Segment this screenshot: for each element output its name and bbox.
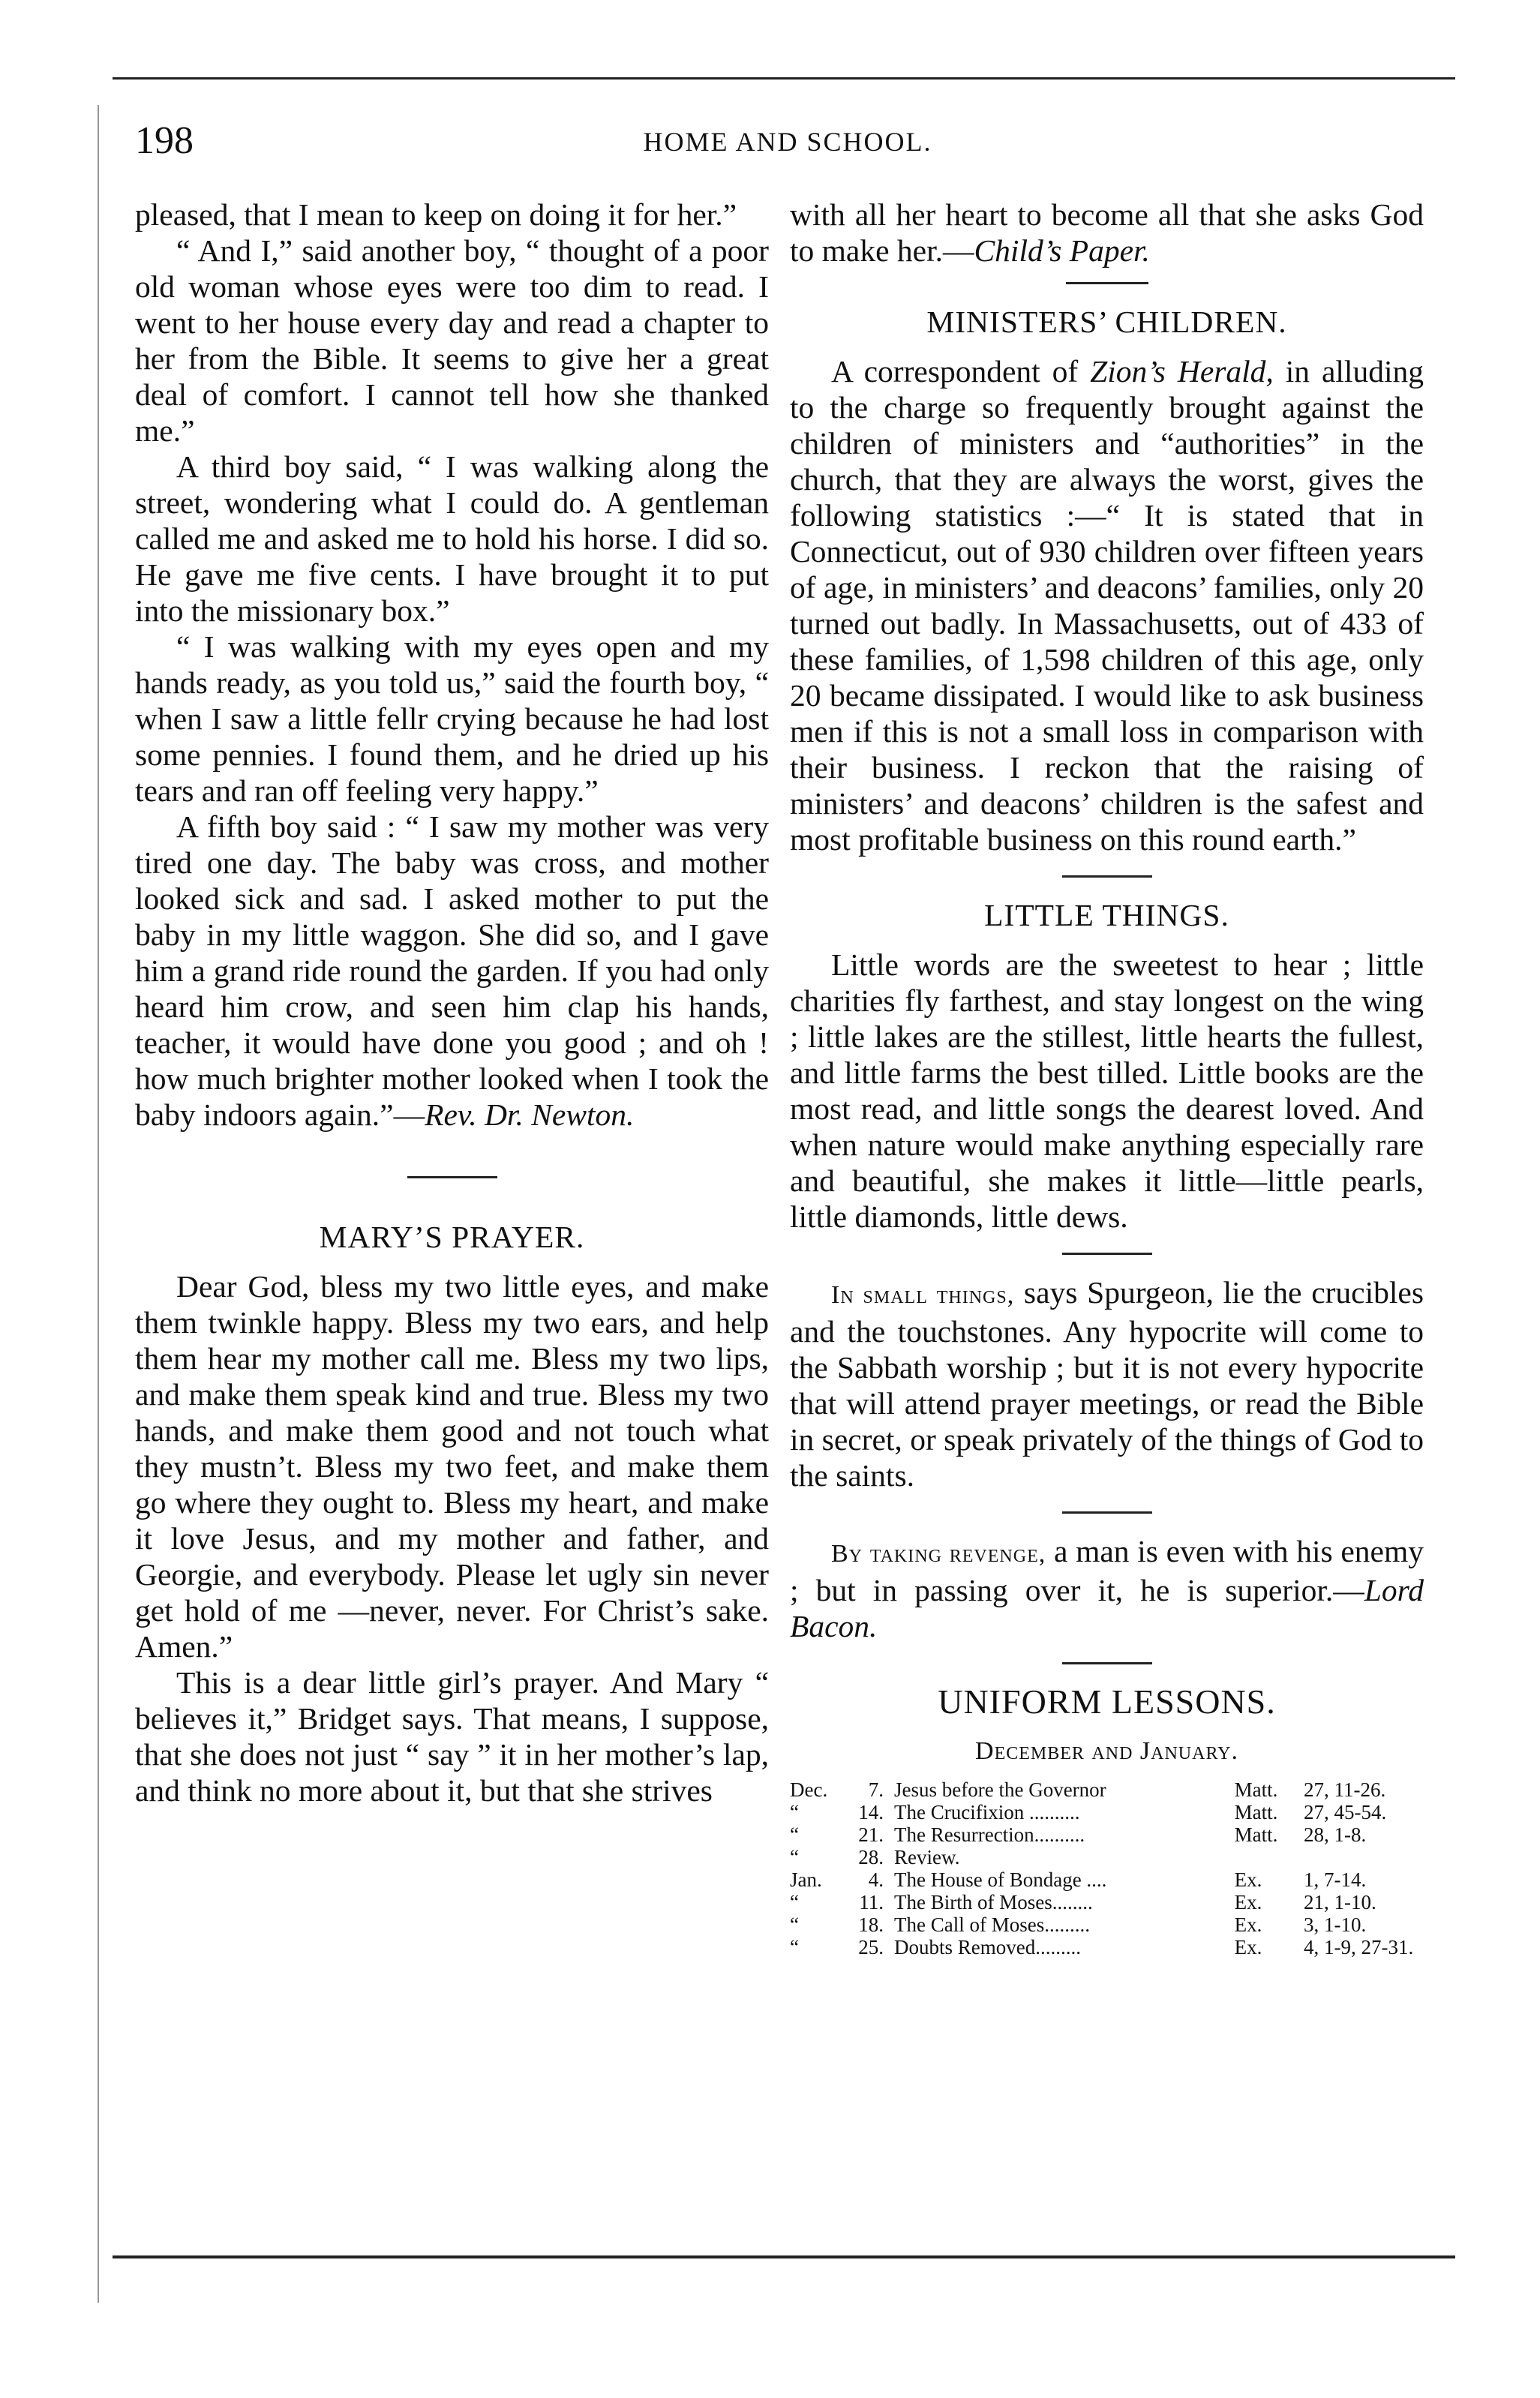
- lesson-month: “: [790, 1801, 799, 1823]
- lesson-month: Dec.: [790, 1778, 828, 1801]
- lesson-month: “: [790, 1823, 799, 1846]
- page-header: [135, 119, 1440, 171]
- lesson-day: 11.: [859, 1891, 884, 1913]
- source-name: Zion’s Herald,: [1090, 354, 1274, 389]
- lesson-book: [1235, 1846, 1304, 1868]
- section-divider: [1062, 1511, 1152, 1514]
- lesson-title: The Resurrection..........: [894, 1823, 1085, 1846]
- story-attribution: Rev. Dr. Newton.: [425, 1097, 635, 1132]
- page-edge-line: [98, 105, 99, 2303]
- continuation-source: Child’s Paper.: [974, 233, 1150, 268]
- continuation-paragraph: [790, 197, 1424, 269]
- section-divider: [1066, 282, 1148, 284]
- lesson-title: Doubts Removed.........: [894, 1936, 1081, 1958]
- lesson-verse: 3, 1-10.: [1304, 1913, 1367, 1936]
- story-paragraph: [135, 809, 769, 1133]
- lesson-verse: 4, 1-9, 27-31.: [1304, 1936, 1414, 1958]
- ministers-children-paragraph: [790, 353, 1424, 857]
- section-heading-little-things: LITTLE THINGS.: [984, 898, 1229, 932]
- top-rule: [113, 77, 1455, 80]
- little-things-paragraph: Little words are the sweetest to hear ; little charities fly farthest, and stay longest on the wing ; little lakes are the stillest, little hearts the fullest, and little farms the best tilled. Little books are the most read, and little songs the dearest loved. And when nature would make anything especially rare and beautiful, she makes it little—little pearls, little diamonds, little dews.: [790, 947, 1424, 1234]
- lesson-row: [790, 1846, 1424, 1868]
- lesson-verse: [1304, 1846, 1424, 1868]
- story-paragraph: “ And I,” said another boy, “ thought of a poor old woman whose eyes were too dim to read. I went to her house every day and read a chapter to her from the Bible. It seems to give her a great deal of comfort. I cannot tell how she thanked me.”: [135, 233, 769, 448]
- lessons-subheading: December and January.: [975, 1737, 1238, 1765]
- lesson-title: The Call of Moses.........: [894, 1913, 1090, 1936]
- lesson-month: Jan.: [790, 1868, 822, 1891]
- lesson-day: 7.: [868, 1778, 884, 1801]
- lesson-title: The Birth of Moses........: [894, 1891, 1093, 1913]
- spurgeon-paragraph: [790, 1274, 1424, 1493]
- lesson-row: [790, 1778, 1424, 1801]
- spurgeon-text: says Spurgeon, lie the crucibles and the touchstones. Any hypocrite will come to the Sabbath worship ; but it is not every hypocrite that will attend prayer meetings, or read the Bible in secret, or speak privately of the things of God to the saints.: [790, 1275, 1424, 1493]
- lesson-day: 18.: [858, 1913, 884, 1936]
- lesson-book: Matt.: [1234, 1778, 1278, 1801]
- section-divider: [1062, 875, 1152, 878]
- lesson-month: “: [790, 1891, 799, 1913]
- section-divider: [1062, 1253, 1152, 1255]
- lesson-day: 25.: [858, 1936, 884, 1958]
- page-number: 198: [135, 119, 194, 162]
- source-name: Lord Bacon.: [790, 1573, 1424, 1643]
- revenge-paragraph: [790, 1533, 1424, 1644]
- article-text: in alluding to the charge so frequently brought against the children of ministers and “authorities” in the church, that they are always the worst, gives the following statistics :—“ It is stated that in Connecticut, out of 930 children over fifteen years of age, in ministers’ and deacons’ families, only 20 turned out badly. In Massachusetts, out of 433 of these families, of 1,598 children of this age, only 20 became dissipated. I would like to ask business men if this is not a small loss in comparison with their business. I reckon that the raising of ministers’ and deacons’ children is the safest and most profitable business on this round earth.”: [790, 354, 1424, 857]
- lesson-day: 21.: [858, 1823, 884, 1846]
- bottom-rule: [113, 2255, 1455, 2258]
- prayer-paragraph: Dear God, bless my two little eyes, and make them twinkle happy. Bless my two ears, and help them hear my mother call me. Bless my two lips, and make them speak kind and true. Bless my two hands, and make them good and not touch what they mustn’t. Bless my two feet, and make them go where they ought to. Bless my heart, and make it love Jesus, and my mother and father, and Georgie, and everybody. Please let ugly sin never get hold of me —never, never. For Christ’s sake. Amen.”: [135, 1269, 769, 1664]
- lesson-day: 14.: [858, 1801, 884, 1823]
- left-column: [135, 197, 769, 1808]
- running-title: HOME AND SCHOOL.: [643, 127, 932, 157]
- prayer-paragraph: This is a dear little girl’s prayer. And Mary “ believes it,” Bridget says. That means, I suppose, that she does not just “ say ” it in her mother’s lap, and think no more about it, but that she strives: [135, 1665, 769, 1808]
- lesson-verse: 27, 11-26.: [1304, 1778, 1386, 1801]
- section-divider: [1062, 1662, 1152, 1664]
- story-paragraph: pleased, that I mean to keep on doing it for her.”: [135, 197, 737, 232]
- lesson-month: “: [790, 1936, 799, 1958]
- lesson-book: Ex.: [1234, 1891, 1262, 1913]
- lesson-row: [790, 1891, 1424, 1913]
- lesson-verse: 21, 1-10.: [1304, 1891, 1376, 1913]
- lesson-month: “: [790, 1913, 799, 1936]
- lesson-book: Ex.: [1234, 1868, 1262, 1891]
- section-heading-marys-prayer: MARY’S PRAYER.: [319, 1220, 585, 1254]
- section-divider: [407, 1176, 497, 1178]
- lesson-book: Ex.: [1234, 1936, 1262, 1958]
- section-heading-uniform-lessons: UNIFORM LESSONS.: [938, 1682, 1276, 1721]
- lesson-verse: 1, 7-14.: [1304, 1868, 1367, 1891]
- continuation-text: with all her heart to become all that she asks God to make her.—: [790, 197, 1424, 268]
- lesson-row: [790, 1868, 1424, 1891]
- lesson-month: “: [790, 1846, 799, 1868]
- section-heading-ministers-children: MINISTERS’ CHILDREN.: [926, 305, 1287, 339]
- lesson-book: Matt.: [1234, 1801, 1278, 1823]
- revenge-text: a man is even with his enemy ; but in passing over it, he is superior.—: [790, 1534, 1424, 1607]
- article-text: A correspondent of: [831, 354, 1091, 389]
- lead-in: In small things,: [831, 1281, 1015, 1309]
- right-column: [790, 197, 1424, 1958]
- lesson-book: Ex.: [1234, 1913, 1262, 1936]
- story-paragraph: A third boy said, “ I was walking along the street, wondering what I could do. A gentleman called me and asked me to hold his horse. I did so. He gave me five cents. I have brought it to put into the missionary box.”: [135, 449, 769, 628]
- lesson-row: [790, 1936, 1424, 1958]
- lesson-row: [790, 1823, 1424, 1846]
- lead-in: By taking revenge,: [831, 1540, 1046, 1568]
- lesson-title: Review.: [894, 1846, 960, 1868]
- lesson-day: 4.: [868, 1868, 884, 1891]
- lesson-verse: 28, 1-8.: [1304, 1823, 1367, 1846]
- lesson-title: The House of Bondage ....: [894, 1868, 1107, 1891]
- lessons-table: [790, 1778, 1424, 1958]
- story-text: A fifth boy said : “ I saw my mother was very tired one day. The baby was cross, and mother looked sick and sad. I asked mother to put the baby in my little waggon. She did so, and I gave him a grand ride round the garden. If you had only heard him crow, and seen him clap his hands, teacher, it would have done you good ; and oh ! how much brighter mother looked when I took the baby indoors again.”—: [135, 809, 769, 1132]
- lesson-title: Jesus before the Governor: [894, 1778, 1106, 1801]
- story-paragraph: “ I was walking with my eyes open and my hands ready, as you told us,” said the fourth boy, “ when I saw a little fellr crying because he had lost some pennies. I found them, and he dried up his tears and ran off feeling very happy.”: [135, 629, 769, 808]
- lesson-title: The Crucifixion ..........: [894, 1801, 1080, 1823]
- lesson-day: 28.: [858, 1846, 884, 1868]
- lesson-verse: 27, 45-54.: [1304, 1801, 1387, 1823]
- lesson-row: [790, 1801, 1424, 1823]
- lesson-book: Matt.: [1234, 1823, 1278, 1846]
- lesson-row: [790, 1913, 1424, 1936]
